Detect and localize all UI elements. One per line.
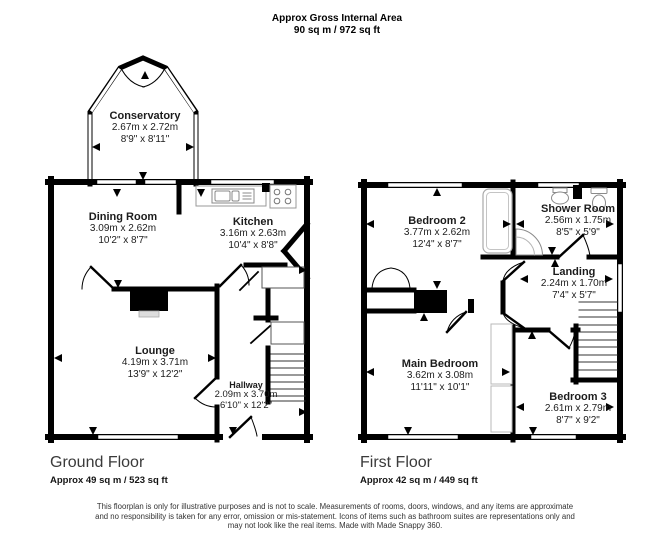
room-name: Landing bbox=[552, 266, 596, 278]
corner-shower-icon bbox=[516, 229, 543, 255]
room-name: Shower Room bbox=[541, 203, 615, 215]
room-name: Hallway bbox=[229, 380, 263, 390]
room-label-bedroom-3 bbox=[545, 391, 611, 426]
ground-floor-caption bbox=[50, 454, 168, 486]
chimney-breast bbox=[414, 290, 447, 313]
room-name: Dining Room bbox=[88, 211, 158, 223]
room-dim-imperial: 13'9" x 12'2" bbox=[127, 368, 183, 380]
wall-stub bbox=[573, 185, 582, 199]
wall-stub bbox=[262, 183, 270, 192]
header-title: Approx Gross Internal Area bbox=[271, 13, 403, 24]
kitchen-counter bbox=[196, 183, 296, 208]
room-label-conservatory bbox=[110, 110, 181, 145]
room-label-kitchen bbox=[220, 216, 286, 251]
room-dim-metric: 2.24m x 1.70m bbox=[540, 278, 608, 289]
plan-header bbox=[272, 13, 402, 37]
room-dim-metric: 2.56m x 1.75m bbox=[544, 215, 612, 226]
floor-area: Approx 42 sq m / 449 sq ft bbox=[360, 475, 478, 486]
room-dim-metric: 3.62m x 3.08m bbox=[406, 370, 474, 381]
first-floor-caption bbox=[360, 454, 478, 486]
disclaimer-line: This floorplan is only for illustrative purposes and is not to scale. Measurements of rooms, doors, windows, and any items are approximate bbox=[96, 502, 574, 511]
room-dim-metric: 3.16m x 2.63m bbox=[219, 228, 287, 239]
room-dim-imperial: 7'4" x 5'7" bbox=[552, 289, 596, 301]
room-dim-imperial: 10'2" x 8'7" bbox=[98, 234, 148, 246]
room-label-lounge bbox=[122, 345, 188, 380]
room-dim-imperial: 10'4" x 8'8" bbox=[228, 239, 278, 251]
room-dim-imperial: 8'9" x 8'11" bbox=[120, 133, 170, 145]
room-label-bedroom-2 bbox=[404, 215, 470, 250]
room-dim-metric: 3.77m x 2.62m bbox=[403, 227, 471, 238]
stairs-icon bbox=[579, 302, 617, 370]
room-dim-imperial: 12'4" x 8'7" bbox=[412, 238, 462, 250]
room-name: Lounge bbox=[135, 345, 175, 357]
room-dim-imperial: 11'11" x 10'1" bbox=[410, 381, 470, 393]
wall-stub bbox=[468, 299, 474, 313]
room-dim-metric: 2.09m x 3.70m bbox=[214, 389, 278, 400]
wardrobe-icon bbox=[491, 324, 512, 432]
room-label-main-bedroom bbox=[402, 358, 478, 393]
disclaimer-line: may not look like the real items. Made with Made Snappy 360. bbox=[227, 521, 443, 531]
room-dim-metric: 4.19m x 3.71m bbox=[121, 357, 189, 368]
floor-label: First Floor bbox=[360, 454, 432, 471]
room-dim-imperial: 6'10" x 12'2" bbox=[219, 399, 273, 411]
room-label-hallway bbox=[215, 380, 278, 411]
room-name: Main Bedroom bbox=[401, 358, 479, 370]
room-dim-metric: 2.67m x 2.72m bbox=[111, 122, 179, 133]
room-dim-metric: 3.09m x 2.62m bbox=[89, 223, 157, 234]
disclaimer-line: and no responsibility is taken for any error, omission or mis-statement. Icons of items such as bathroom suites are representations only and bbox=[95, 511, 575, 521]
room-name: Bedroom 3 bbox=[549, 391, 607, 403]
room-dim-imperial: 8'7" x 9'2" bbox=[556, 414, 600, 426]
sink-icon bbox=[212, 189, 254, 203]
header-subtitle: 90 sq m / 972 sq ft bbox=[293, 25, 381, 36]
basin-icon bbox=[552, 188, 569, 204]
fireplace-icon bbox=[130, 291, 168, 317]
floor-area: Approx 49 sq m / 523 sq ft bbox=[50, 475, 168, 486]
room-label-landing bbox=[541, 266, 607, 301]
room-name: Conservatory bbox=[109, 110, 181, 122]
floor-label: Ground Floor bbox=[50, 454, 145, 471]
room-dim-metric: 2.61m x 2.79m bbox=[544, 403, 612, 414]
hob-icon bbox=[270, 185, 296, 208]
disclaimer bbox=[95, 502, 575, 531]
room-dim-imperial: 8'5" x 5'9" bbox=[556, 226, 600, 238]
room-name: Bedroom 2 bbox=[408, 215, 466, 227]
room-label-dining-room bbox=[89, 211, 157, 246]
bed-icon bbox=[483, 189, 512, 253]
room-name: Kitchen bbox=[232, 216, 274, 228]
room-label-shower-room bbox=[541, 203, 615, 238]
